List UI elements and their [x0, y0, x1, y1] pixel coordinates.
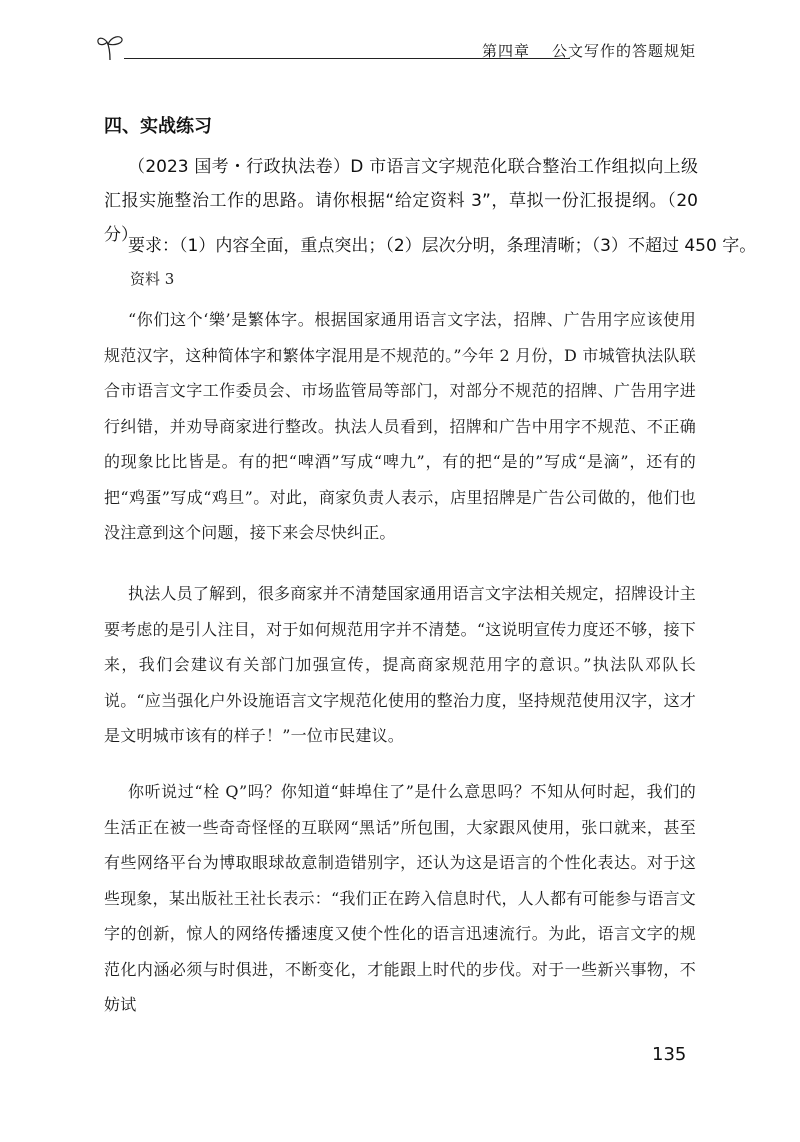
question-prompt: （2023 国考・行政执法卷）D 市语言文字规范化联合整治工作组拟向上级汇报实施整治工作的思路。请你根据“给定资料 3”，草拟一份汇报提纲。（20 分）: [104, 157, 698, 245]
chapter-title: 公文写作的答题规矩: [551, 42, 696, 60]
chapter-heading: [482, 40, 696, 61]
material-paragraph-3: 你听说过“栓 Q”吗？你知道“蚌埠住了”是什么意思吗？不知从何时起，我们的生活正在被一些奇奇怪怪的互联网“黑话”所包围，大家跟风使用，张口就来，甚至有些网络平台为博取眼球故意制造错别字，还认为这是语言的个性化表达。对于这些现象，某出版社王社长表示：“我们正在跨入信息时代，人人都有可能参与语言文字的创新，惊人的网络传播速度又使个性化的语言迅速流行。为此，语言文字的规范化内涵必须与时俱进，不断变化，才能跟上时代的步伐。对于一些新兴事物，不妨试: [104, 782, 696, 1014]
requirement-text: 要求：（1）内容全面，重点突出；（2）层次分明，条理清晰；（3）不超过 450 字。: [128, 236, 757, 256]
chapter-number: 第四章: [481, 42, 530, 60]
page-number: 135: [652, 1044, 687, 1065]
material-label: 资料 3: [130, 270, 175, 288]
material-paragraph-1: “你们这个‘樂’是繁体字。根据国家通用语言文字法，招牌、广告用字应该使用规范汉字，这种简体字和繁体字混用是不规范的。”今年 2 月份，D 市城管执法队联合市语言文字工作委员会、市场监管局等部门，对部分不规范的招牌、广告用字进行纠错，并劝导商家进行整改。执法人员看到，招牌和广告中用字不规范、不正确的现象比比皆是。有的把“啤酒”写成“啤九”，有的把“是的”写成“是滴”，还有的把“鸡蛋”写成“鸡旦”。对此，商家负责人表示，店里招牌是广告公司做的，他们也没注意到这个问题，接下来会尽快纠正。: [104, 310, 696, 542]
running-header: [96, 28, 696, 68]
section-title: 四、实战练习: [104, 116, 212, 137]
material-paragraph-2: 执法人员了解到，很多商家并不清楚国家通用语言文字法相关规定，招牌设计主要考虑的是引人注目，对于如何规范用字并不清楚。“这说明宣传力度还不够，接下来，我们会建议有关部门加强宣传，提高商家规范用字的意识。”执法队邓队长说。“应当强化户外设施语言文字规范化使用的整治力度，坚持规范使用汉字，这才是文明城市该有的样子！”一位市民建议。: [104, 584, 696, 745]
